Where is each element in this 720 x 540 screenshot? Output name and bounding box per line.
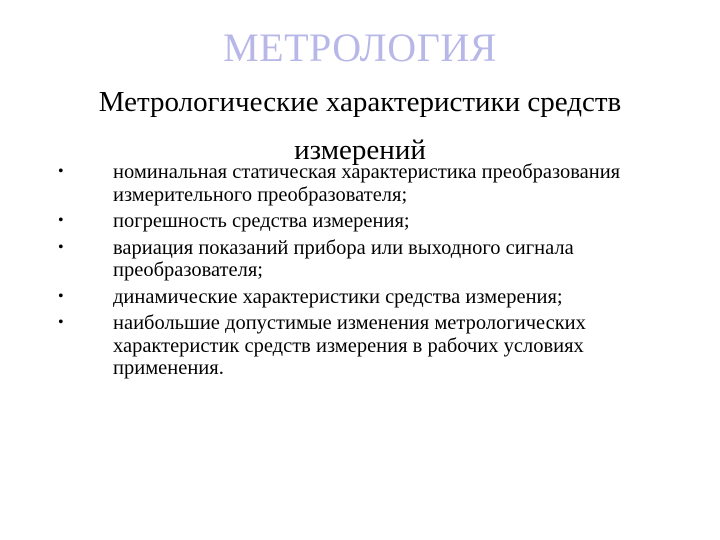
list-item-text: погрешность средства измерения;: [113, 210, 410, 232]
list-item: [0, 161, 720, 206]
list-item-text: наибольшие допустимые изменения метрологических характеристик средств измерения в рабочих условиях применения.: [113, 312, 586, 379]
slide-title: МЕТРОЛОГИЯ: [223, 25, 497, 70]
list-item-text: номинальная статическая характеристика преобразования измерительного преобразователя;: [113, 161, 621, 206]
bullet-icon: •: [58, 163, 64, 180]
bullet-icon: •: [58, 314, 64, 331]
bullet-icon: •: [58, 212, 64, 229]
list-item-text: вариация показаний прибора или выходного сигнала преобразователя;: [113, 236, 574, 281]
bullet-list: [0, 161, 720, 384]
bullet-icon: •: [58, 238, 64, 256]
slide-subtitle: Метрологические характеристики средств измерений: [98, 86, 622, 166]
list-item-text: динамические характеристики средства измерения;: [113, 285, 563, 308]
list-item: [0, 237, 720, 282]
bullet-icon: •: [58, 287, 64, 305]
list-item: [0, 210, 720, 233]
list-item: [0, 286, 720, 309]
list-item: [0, 312, 720, 380]
